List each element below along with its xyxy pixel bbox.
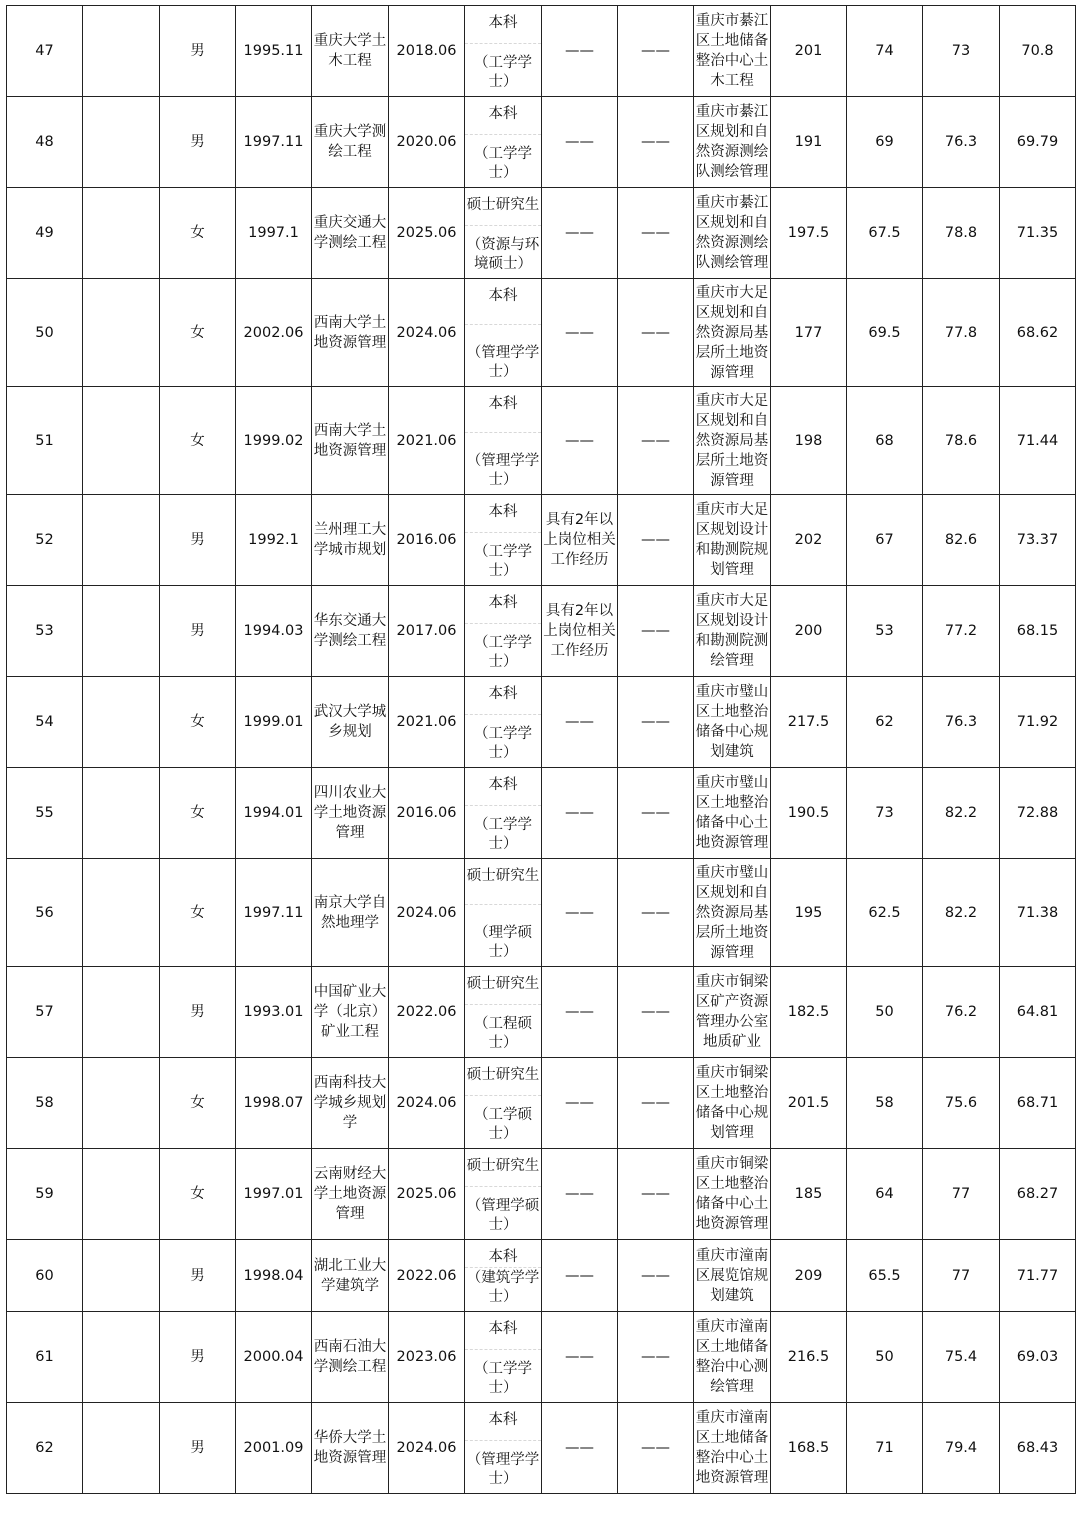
cell-written-score: 202	[771, 495, 847, 586]
degree-level: 本科	[488, 395, 518, 412]
cell-birth-date: 1997.11	[236, 97, 312, 188]
cell-number: 62	[7, 1403, 83, 1494]
cell-written-score: 198	[771, 387, 847, 495]
cell-gender: 女	[160, 188, 236, 279]
degree-type: （工学学士）	[474, 54, 532, 90]
cell-total-score: 72.88	[1000, 768, 1076, 859]
cell-professional-score: 67	[847, 495, 923, 586]
cell-school-major: 中国矿业大学（北京）矿业工程	[312, 967, 389, 1058]
degree-type: （管理学学士）	[466, 344, 540, 380]
cell-name	[83, 859, 160, 967]
cell-total-score: 68.15	[1000, 586, 1076, 677]
cell-experience: ——	[542, 1058, 618, 1149]
degree-level: 本科	[488, 776, 518, 793]
cell-number: 59	[7, 1149, 83, 1240]
cell-graduation-date: 2025.06	[389, 188, 465, 279]
cell-school-major: 云南财经大学土地资源管理	[312, 1149, 389, 1240]
cell-gender: 男	[160, 97, 236, 188]
cell-other-requirement: ——	[618, 1403, 694, 1494]
cell-gender: 男	[160, 1240, 236, 1312]
cell-name	[83, 387, 160, 495]
cell-professional-score: 71	[847, 1403, 923, 1494]
cell-written-score: 217.5	[771, 677, 847, 768]
cell-position: 重庆市璧山区规划和自然资源局基层所土地资源管理	[694, 859, 771, 967]
cell-professional-score: 68	[847, 387, 923, 495]
cell-written-score: 168.5	[771, 1403, 847, 1494]
degree-level: 硕士研究生	[466, 196, 540, 213]
cell-school-major: 西南科技大学城乡规划学	[312, 1058, 389, 1149]
cell-number: 47	[7, 6, 83, 97]
degree-type: （工学学士）	[474, 543, 532, 579]
cell-name	[83, 495, 160, 586]
cell-number: 48	[7, 97, 83, 188]
cell-position: 重庆市大足区规划和自然资源局基层所土地资源管理	[694, 279, 771, 387]
cell-school-major: 华东交通大学测绘工程	[312, 586, 389, 677]
cell-degree	[465, 387, 542, 495]
cell-position: 重庆市铜梁区矿产资源管理办公室地质矿业	[694, 967, 771, 1058]
cell-graduation-date: 2023.06	[389, 1312, 465, 1403]
cell-experience: ——	[542, 768, 618, 859]
cell-degree	[465, 279, 542, 387]
table-row	[7, 1403, 1076, 1494]
cell-gender: 男	[160, 586, 236, 677]
degree-level: 硕士研究生	[466, 975, 540, 992]
cell-position: 重庆市璧山区土地整治储备中心土地资源管理	[694, 768, 771, 859]
cell-number: 53	[7, 586, 83, 677]
degree-type: （管理学学士）	[466, 452, 540, 488]
degree-type: （工学硕士）	[474, 1106, 532, 1142]
cell-other-requirement: ——	[618, 188, 694, 279]
cell-professional-score: 69	[847, 97, 923, 188]
degree-level: 本科	[488, 503, 518, 520]
degree-level: 本科	[488, 1411, 518, 1428]
cell-birth-date: 1994.01	[236, 768, 312, 859]
cell-interview-score: 76.3	[923, 97, 1000, 188]
cell-degree	[465, 188, 542, 279]
degree-type: （工学学士）	[474, 725, 532, 761]
cell-total-score: 68.71	[1000, 1058, 1076, 1149]
cell-gender: 女	[160, 279, 236, 387]
cell-number: 58	[7, 1058, 83, 1149]
cell-other-requirement: ——	[618, 1312, 694, 1403]
cell-total-score: 70.8	[1000, 6, 1076, 97]
cell-professional-score: 73	[847, 768, 923, 859]
cell-total-score: 73.37	[1000, 495, 1076, 586]
cell-experience: ——	[542, 6, 618, 97]
cell-degree	[465, 967, 542, 1058]
cell-interview-score: 82.6	[923, 495, 1000, 586]
cell-position: 重庆市大足区规划设计和勘测院规划管理	[694, 495, 771, 586]
cell-graduation-date: 2024.06	[389, 859, 465, 967]
cell-experience: ——	[542, 1240, 618, 1312]
cell-experience: ——	[542, 387, 618, 495]
cell-gender: 男	[160, 495, 236, 586]
cell-gender: 男	[160, 6, 236, 97]
cell-total-score: 69.03	[1000, 1312, 1076, 1403]
cell-number: 54	[7, 677, 83, 768]
degree-level: 本科	[488, 105, 518, 122]
cell-name	[83, 1058, 160, 1149]
cell-written-score: 197.5	[771, 188, 847, 279]
cell-interview-score: 76.3	[923, 677, 1000, 768]
cell-gender: 女	[160, 859, 236, 967]
cell-position: 重庆市綦江区规划和自然资源测绘队测绘管理	[694, 97, 771, 188]
degree-level: 本科	[488, 1248, 518, 1265]
cell-written-score: 209	[771, 1240, 847, 1312]
cell-name	[83, 188, 160, 279]
cell-written-score: 201	[771, 6, 847, 97]
cell-school-major: 西南大学土地资源管理	[312, 279, 389, 387]
degree-level: 本科	[488, 287, 518, 304]
degree-type: （资源与环境硕士）	[466, 236, 540, 272]
degree-level: 本科	[488, 1320, 518, 1337]
degree-type: （理学硕士）	[474, 924, 532, 960]
cell-gender: 女	[160, 768, 236, 859]
candidate-table-body	[7, 6, 1076, 1494]
cell-professional-score: 62	[847, 677, 923, 768]
degree-type: （工程硕士）	[474, 1015, 532, 1051]
cell-other-requirement: ——	[618, 967, 694, 1058]
cell-other-requirement: ——	[618, 677, 694, 768]
cell-interview-score: 82.2	[923, 859, 1000, 967]
cell-number: 56	[7, 859, 83, 967]
cell-experience: ——	[542, 279, 618, 387]
cell-experience: ——	[542, 1149, 618, 1240]
cell-school-major: 兰州理工大学城市规划	[312, 495, 389, 586]
cell-experience: ——	[542, 97, 618, 188]
cell-total-score: 68.27	[1000, 1149, 1076, 1240]
cell-other-requirement: ——	[618, 1058, 694, 1149]
cell-name	[83, 1312, 160, 1403]
cell-number: 60	[7, 1240, 83, 1312]
cell-position: 重庆市大足区规划和自然资源局基层所土地资源管理	[694, 387, 771, 495]
cell-name	[83, 1149, 160, 1240]
table-row	[7, 859, 1076, 967]
cell-graduation-date: 2017.06	[389, 586, 465, 677]
cell-degree	[465, 1240, 542, 1312]
cell-other-requirement: ——	[618, 586, 694, 677]
cell-school-major: 湖北工业大学建筑学	[312, 1240, 389, 1312]
cell-degree	[465, 495, 542, 586]
cell-number: 57	[7, 967, 83, 1058]
cell-interview-score: 75.6	[923, 1058, 1000, 1149]
cell-total-score: 71.77	[1000, 1240, 1076, 1312]
cell-total-score: 71.44	[1000, 387, 1076, 495]
cell-birth-date: 1997.11	[236, 859, 312, 967]
cell-school-major: 重庆大学测绘工程	[312, 97, 389, 188]
cell-graduation-date: 2024.06	[389, 279, 465, 387]
cell-interview-score: 76.2	[923, 967, 1000, 1058]
cell-interview-score: 77.2	[923, 586, 1000, 677]
cell-interview-score: 79.4	[923, 1403, 1000, 1494]
degree-level: 本科	[488, 594, 518, 611]
table-row	[7, 6, 1076, 97]
cell-name	[83, 768, 160, 859]
cell-graduation-date: 2016.06	[389, 495, 465, 586]
table-row	[7, 677, 1076, 768]
cell-number: 61	[7, 1312, 83, 1403]
cell-birth-date: 1999.01	[236, 677, 312, 768]
cell-degree	[465, 586, 542, 677]
cell-graduation-date: 2021.06	[389, 677, 465, 768]
cell-position: 重庆市潼南区土地储备整治中心土地资源管理	[694, 1403, 771, 1494]
table-row	[7, 1149, 1076, 1240]
cell-birth-date: 2000.04	[236, 1312, 312, 1403]
cell-other-requirement: ——	[618, 1149, 694, 1240]
cell-school-major: 武汉大学城乡规划	[312, 677, 389, 768]
cell-written-score: 200	[771, 586, 847, 677]
cell-total-score: 71.92	[1000, 677, 1076, 768]
cell-degree	[465, 677, 542, 768]
cell-gender: 男	[160, 1312, 236, 1403]
cell-name	[83, 586, 160, 677]
cell-total-score: 71.38	[1000, 859, 1076, 967]
cell-interview-score: 78.8	[923, 188, 1000, 279]
cell-birth-date: 1998.04	[236, 1240, 312, 1312]
cell-total-score: 64.81	[1000, 967, 1076, 1058]
cell-position: 重庆市大足区规划设计和勘测院测绘管理	[694, 586, 771, 677]
cell-other-requirement: ——	[618, 279, 694, 387]
cell-position: 重庆市潼南区展览馆规划建筑	[694, 1240, 771, 1312]
cell-degree	[465, 1149, 542, 1240]
cell-total-score: 69.79	[1000, 97, 1076, 188]
degree-level: 硕士研究生	[466, 1157, 540, 1174]
cell-school-major: 西南大学土地资源管理	[312, 387, 389, 495]
cell-graduation-date: 2020.06	[389, 97, 465, 188]
table-row	[7, 387, 1076, 495]
degree-level: 本科	[488, 14, 518, 31]
cell-written-score: 182.5	[771, 967, 847, 1058]
cell-position: 重庆市綦江区规划和自然资源测绘队测绘管理	[694, 188, 771, 279]
cell-interview-score: 77	[923, 1149, 1000, 1240]
cell-name	[83, 1240, 160, 1312]
cell-experience: ——	[542, 1312, 618, 1403]
degree-type: （工学学士）	[474, 145, 532, 181]
cell-other-requirement: ——	[618, 859, 694, 967]
table-row	[7, 279, 1076, 387]
cell-other-requirement: ——	[618, 768, 694, 859]
cell-birth-date: 1999.02	[236, 387, 312, 495]
cell-position: 重庆市綦江区土地储备整治中心土木工程	[694, 6, 771, 97]
cell-gender: 女	[160, 677, 236, 768]
cell-graduation-date: 2016.06	[389, 768, 465, 859]
cell-experience: ——	[542, 188, 618, 279]
cell-written-score: 191	[771, 97, 847, 188]
cell-graduation-date: 2025.06	[389, 1149, 465, 1240]
cell-total-score: 68.43	[1000, 1403, 1076, 1494]
table-row	[7, 768, 1076, 859]
cell-degree	[465, 97, 542, 188]
cell-degree	[465, 1403, 542, 1494]
cell-birth-date: 1993.01	[236, 967, 312, 1058]
cell-other-requirement: ——	[618, 387, 694, 495]
cell-interview-score: 82.2	[923, 768, 1000, 859]
cell-gender: 女	[160, 1058, 236, 1149]
degree-type: （建筑学学士）	[466, 1269, 540, 1305]
cell-school-major: 四川农业大学土地资源管理	[312, 768, 389, 859]
cell-gender: 男	[160, 967, 236, 1058]
cell-school-major: 华侨大学土地资源管理	[312, 1403, 389, 1494]
degree-type: （管理学学士）	[466, 1451, 540, 1487]
cell-written-score: 201.5	[771, 1058, 847, 1149]
cell-birth-date: 1997.01	[236, 1149, 312, 1240]
cell-written-score: 216.5	[771, 1312, 847, 1403]
cell-position: 重庆市潼南区土地储备整治中心测绘管理	[694, 1312, 771, 1403]
cell-number: 50	[7, 279, 83, 387]
cell-other-requirement: ——	[618, 1240, 694, 1312]
degree-type: （工学学士）	[474, 816, 532, 852]
cell-total-score: 71.35	[1000, 188, 1076, 279]
cell-professional-score: 74	[847, 6, 923, 97]
degree-level: 本科	[488, 685, 518, 702]
cell-professional-score: 67.5	[847, 188, 923, 279]
cell-number: 51	[7, 387, 83, 495]
table-row	[7, 1312, 1076, 1403]
cell-professional-score: 58	[847, 1058, 923, 1149]
cell-birth-date: 1997.1	[236, 188, 312, 279]
cell-graduation-date: 2022.06	[389, 1240, 465, 1312]
cell-school-major: 南京大学自然地理学	[312, 859, 389, 967]
cell-name	[83, 967, 160, 1058]
cell-interview-score: 77.8	[923, 279, 1000, 387]
cell-position: 重庆市铜梁区土地整治储备中心规划管理	[694, 1058, 771, 1149]
candidate-table	[6, 5, 1076, 1494]
degree-type: （管理学硕士）	[466, 1197, 540, 1233]
cell-school-major: 重庆大学土木工程	[312, 6, 389, 97]
cell-professional-score: 50	[847, 967, 923, 1058]
table-row	[7, 967, 1076, 1058]
cell-school-major: 西南石油大学测绘工程	[312, 1312, 389, 1403]
degree-type: （工学学士）	[474, 634, 532, 670]
cell-degree	[465, 768, 542, 859]
cell-interview-score: 78.6	[923, 387, 1000, 495]
cell-birth-date: 1994.03	[236, 586, 312, 677]
degree-level: 硕士研究生	[466, 867, 540, 884]
cell-professional-score: 64	[847, 1149, 923, 1240]
cell-professional-score: 50	[847, 1312, 923, 1403]
cell-position: 重庆市璧山区土地整治储备中心规划建筑	[694, 677, 771, 768]
cell-professional-score: 53	[847, 586, 923, 677]
cell-interview-score: 75.4	[923, 1312, 1000, 1403]
cell-written-score: 190.5	[771, 768, 847, 859]
cell-graduation-date: 2021.06	[389, 387, 465, 495]
table-row	[7, 495, 1076, 586]
table-row	[7, 188, 1076, 279]
cell-written-score: 177	[771, 279, 847, 387]
degree-type: （工学学士）	[474, 1360, 532, 1396]
cell-school-major: 重庆交通大学测绘工程	[312, 188, 389, 279]
cell-graduation-date: 2022.06	[389, 967, 465, 1058]
cell-gender: 男	[160, 1403, 236, 1494]
cell-experience: 具有2年以上岗位相关工作经历	[542, 586, 618, 677]
cell-graduation-date: 2024.06	[389, 1058, 465, 1149]
cell-name	[83, 6, 160, 97]
cell-experience: ——	[542, 1403, 618, 1494]
cell-degree	[465, 859, 542, 967]
cell-degree	[465, 1312, 542, 1403]
cell-interview-score: 77	[923, 1240, 1000, 1312]
cell-total-score: 68.62	[1000, 279, 1076, 387]
cell-birth-date: 1995.11	[236, 6, 312, 97]
cell-other-requirement: ——	[618, 97, 694, 188]
cell-gender: 女	[160, 1149, 236, 1240]
cell-experience: 具有2年以上岗位相关工作经历	[542, 495, 618, 586]
cell-experience: ——	[542, 967, 618, 1058]
cell-experience: ——	[542, 859, 618, 967]
cell-birth-date: 1992.1	[236, 495, 312, 586]
cell-name	[83, 677, 160, 768]
cell-written-score: 185	[771, 1149, 847, 1240]
cell-degree	[465, 6, 542, 97]
table-row	[7, 1240, 1076, 1312]
degree-level: 硕士研究生	[466, 1066, 540, 1083]
cell-professional-score: 69.5	[847, 279, 923, 387]
cell-interview-score: 73	[923, 6, 1000, 97]
cell-name	[83, 97, 160, 188]
cell-birth-date: 2002.06	[236, 279, 312, 387]
cell-gender: 女	[160, 387, 236, 495]
cell-number: 52	[7, 495, 83, 586]
cell-number: 55	[7, 768, 83, 859]
cell-experience: ——	[542, 677, 618, 768]
table-row	[7, 97, 1076, 188]
cell-birth-date: 2001.09	[236, 1403, 312, 1494]
cell-number: 49	[7, 188, 83, 279]
cell-written-score: 195	[771, 859, 847, 967]
cell-professional-score: 62.5	[847, 859, 923, 967]
cell-graduation-date: 2018.06	[389, 6, 465, 97]
cell-graduation-date: 2024.06	[389, 1403, 465, 1494]
cell-professional-score: 65.5	[847, 1240, 923, 1312]
cell-other-requirement: ——	[618, 495, 694, 586]
cell-name	[83, 1403, 160, 1494]
cell-position: 重庆市铜梁区土地整治储备中心土地资源管理	[694, 1149, 771, 1240]
cell-other-requirement: ——	[618, 6, 694, 97]
table-row	[7, 586, 1076, 677]
cell-birth-date: 1998.07	[236, 1058, 312, 1149]
cell-name	[83, 279, 160, 387]
table-row	[7, 1058, 1076, 1149]
cell-degree	[465, 1058, 542, 1149]
